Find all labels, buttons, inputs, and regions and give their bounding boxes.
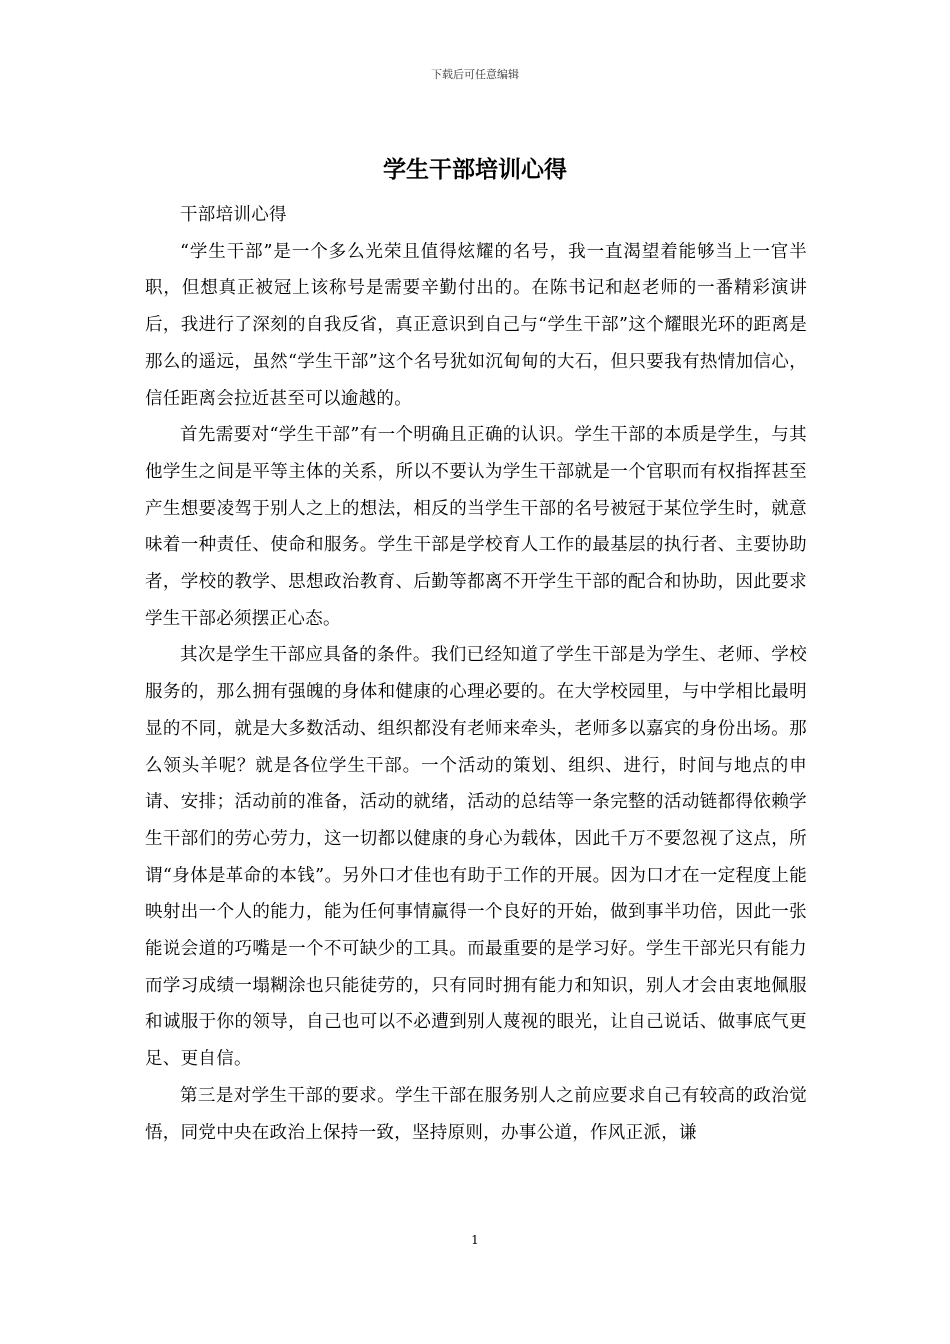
header-note: 下载后可任意编辑 (431, 68, 519, 81)
document-body (145, 197, 807, 1151)
page-number: 1 (471, 1233, 479, 1247)
paragraph-first-point: 首先需要对“学生干部”有一个明确且正确的认识。学生干部的本质是学生，与其他学生之间是平等主体的关系，所以不要认为学生干部就是一个官职而有权指挥甚至产生想要凌驾于别人之上的想法，相反的当学生干部的名号被冠于某位学生时，就意味着一种责任、使命和服务。学生干部是学校育人工作的最基层的执行者、主要协助者，学校的教学、思想政治教育、后勤等都离不开学生干部的配合和协助，因此要求学生干部必须摆正心态。 (145, 425, 807, 629)
document-title: 学生干部培训心得 (383, 156, 567, 183)
paragraph-intro: “学生干部”是一个多么光荣且值得炫耀的名号，我一直渴望着能够当上一官半职，但想真正被冠上该称号是需要辛勤付出的。在陈书记和赵老师的一番精彩演讲后，我进行了深刻的自我反省，真正意识到自己与“学生干部”这个耀眼光环的距离是那么的遥远，虽然“学生干部”这个名号犹如沉甸甸的大石，但只要我有热情加信心，信任距离会拉近甚至可以逾越的。 (145, 241, 807, 409)
paragraph-third-point: 第三是对学生干部的要求。学生干部在服务别人之前应要求自己有较高的政治觉悟，同党中央在政治上保持一致，坚持原则，办事公道，作风正派，谦 (145, 1085, 807, 1143)
paragraph-second-point: 其次是学生干部应具备的条件。我们已经知道了学生干部是为学生、老师、学校服务的，那么拥有强魄的身体和健康的心理必要的。在大学校园里，与中学相比最明显的不同，就是大多数活动、组织都没有老师来牵头，老师多以嘉宾的身份出场。那么领头羊呢？就是各位学生干部。一个活动的策划、组织、进行，时间与地点的申请、安排；活动前的准备，活动的就绪，活动的总结等一条完整的活动链都得依赖学生干部们的劳心劳力，这一切都以健康的身心为载体，因此千万不要忽视了这点，所谓“身体是革命的本钱”。另外口才佳也有助于工作的开展。因为口才在一定程度上能映射出一个人的能力，能为任何事情赢得一个良好的开始，做到事半功倍，因此一张能说会道的巧嘴是一个不可缺少的工具。而最重要的是学习好。学生干部光只有能力而学习成绩一塌糊涂也只能徒劳的，只有同时拥有能力和知识，别人才会由衷地佩服和诚服于你的领导，自己也可以不必遭到别人蔑视的眼光，让自己说话、做事底气更足、更自信。 (145, 645, 807, 1070)
paragraph-subtitle: 干部培训心得 (180, 205, 287, 225)
